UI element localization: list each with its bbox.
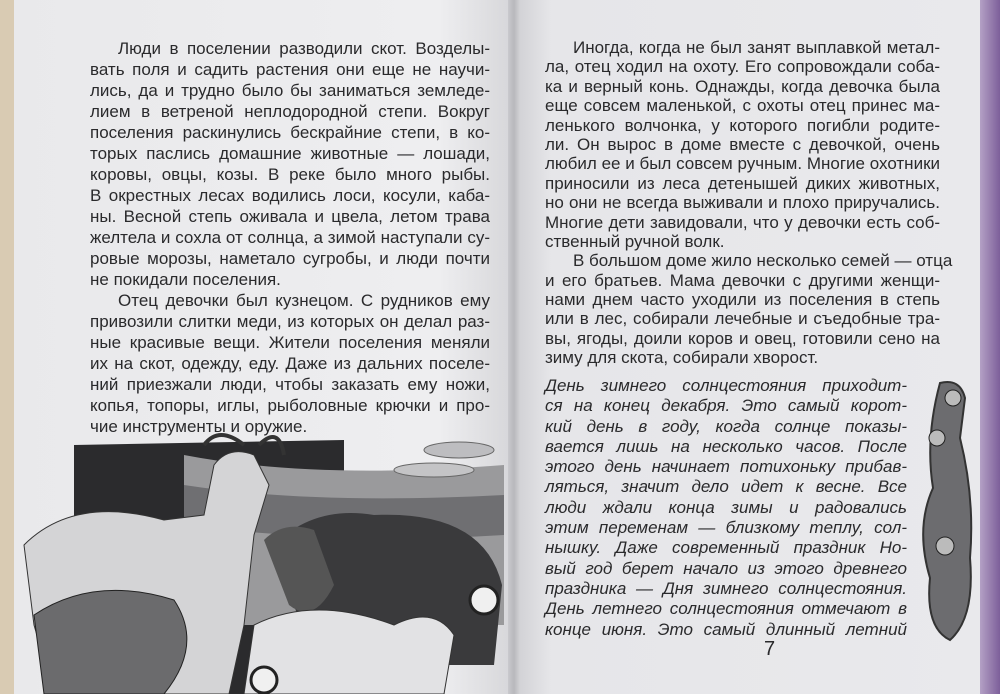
text-line: Люди в поселении разводили скот. Возделы-: [118, 39, 490, 58]
text-line: и его братьев. Мама девочки с другими женщи-: [545, 270, 940, 290]
text-line: Отец девочки был кузнецом. С рудников ему: [118, 291, 490, 310]
italic-text-line: этим переменам — близкому теплу, сол-: [545, 518, 907, 538]
text-line: любил ее и был совсем ручным. Многие охотники: [545, 154, 940, 174]
text-line: торых паслись домашние животные — лошади,: [90, 144, 490, 163]
left-page-text: [90, 38, 490, 437]
stone-figure-illustration: [915, 378, 978, 643]
text-line: поселения раскинулись бескрайние степи, в ко-: [90, 123, 490, 142]
italic-text-line: конце июня. Это самый длинный летний: [545, 619, 907, 639]
text-line: ны. Весной степь оживала и цвела, летом трава: [90, 207, 490, 226]
text-line: ленького волчонка, у которого погибли родите-: [545, 115, 940, 135]
text-line: ли. Он вырос в доме вместе с девочкой, очень: [545, 134, 940, 154]
text-line: коровы, овцы, козы. В реке было много рыбы.: [90, 165, 490, 184]
text-line: зиму для скота, собирали хворост.: [545, 348, 819, 368]
text-line: нами днем часто уходили из поселения в степь: [545, 290, 940, 310]
italic-text-line: вается лишь на несколько часов. После: [545, 436, 907, 456]
solstice-sidebar-text: [545, 376, 907, 640]
text-line: привозили слитки меди, из которых он делал раз-: [90, 312, 490, 331]
italic-text-line: ляться, значит дело идет к весне. Все: [545, 477, 907, 497]
italic-text-line: нышку. Даже современный праздник Но-: [545, 538, 907, 558]
text-line: или в лес, собирали лечебные и съедобные тра-: [545, 309, 940, 329]
text-line: ний приезжали люди, чтобы заказать ему ножи,: [90, 375, 490, 394]
text-line: их на скот, одежду, еду. Даже из дальних поселе-: [90, 354, 490, 373]
italic-text-line: День зимнего солнцестояния приходит-: [545, 376, 907, 395]
italic-text-line: вый год берет начало из этого древнего: [545, 558, 907, 578]
text-line: приносили из леса детенышей диких животных,: [545, 173, 940, 193]
italic-text-line: ся на конец декабря. Это самый корот-: [545, 396, 907, 416]
text-line: вы, ягоды, доили коров и овец, готовили сено на: [545, 328, 940, 348]
text-line: Иногда, когда не был занят выплавкой метал-: [573, 38, 940, 57]
text-line: еще совсем маленькой, с охоты отец принес ма-: [545, 96, 940, 116]
text-line: лием в ветреной неплодородной степи. Вокруг: [90, 102, 490, 121]
text-line: лись, да и трудно было бы заниматься земледе-: [90, 81, 490, 100]
italic-text-line: праздника — Дня зимнего солнцестояния.: [545, 578, 907, 598]
right-page-text: [545, 38, 953, 368]
text-line: Многие дети завидовали, что у девочки есть соб-: [545, 212, 940, 232]
text-line: ственный ручной волк.: [545, 231, 725, 251]
text-line: ла, отец ходил на охоту. Его сопровождали соба-: [545, 57, 940, 77]
text-line: не покидали поселения.: [90, 270, 281, 289]
goat-sheep-illustration: [14, 425, 508, 694]
italic-text-line: День летнего солнцестояния отмечают в: [545, 599, 907, 619]
text-line: В окрестных лесах водились лоси, косули, каба-: [90, 186, 490, 205]
background-book-edge: [978, 0, 1000, 694]
text-line: ровые морозы, наметало сугробы, и люди почти: [90, 249, 490, 268]
book-gutter: [508, 0, 520, 694]
italic-text-line: этого день начинает потихоньку прибав-: [545, 457, 907, 477]
text-line: В большом доме жило несколько семей — отца: [573, 251, 953, 271]
text-line: вать поля и садить растения они еще не научи-: [90, 60, 490, 79]
text-line: копья, топоры, иглы, рыболовные крючки и про-: [90, 396, 490, 415]
text-line: но они не всегда выживали и плохо приручались.: [545, 193, 940, 213]
page-number: 7: [764, 638, 776, 660]
italic-text-line: люди ждали конца зимы и радовались: [545, 497, 907, 517]
italic-text-line: кий день в году, когда солнце показы-: [545, 416, 907, 436]
text-line: желтела и сохла от солнца, а зимой наступали су-: [90, 228, 490, 247]
text-line: ные красивые вещи. Жители поселения меняли: [90, 333, 490, 352]
text-line: ка и верный конь. Однажды, когда девочка была: [545, 76, 940, 96]
text-line: чие инструменты и оружие.: [90, 417, 308, 436]
